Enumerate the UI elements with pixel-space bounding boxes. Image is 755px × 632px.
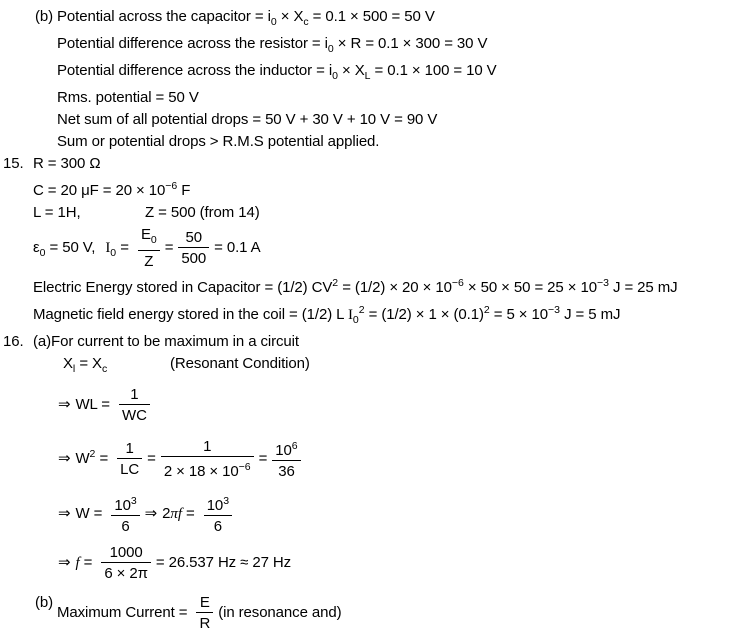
subscript: c	[303, 16, 309, 28]
superscript: −6	[451, 277, 464, 289]
item-number: 15.	[3, 155, 24, 172]
superscript: 3	[223, 495, 230, 507]
text-run: W	[75, 449, 90, 467]
text-run: Potential across the capacitor = i	[57, 8, 271, 25]
text-run-note: (Resonant Condition)	[170, 355, 310, 372]
text-run: Magnetic field energy stored in the coil = (1/2) L	[33, 306, 348, 323]
subscript: 0	[327, 43, 334, 55]
list-label-b: (b)	[35, 8, 54, 25]
line-16-resonant-condition	[0, 353, 755, 380]
line-capacitor-potential	[0, 6, 755, 33]
text-run: =	[258, 449, 268, 467]
text-run: = 0.1 × 500 = 50 V	[308, 8, 435, 25]
text-run: × R = 0.1 × 300 = 30 V	[333, 35, 488, 52]
line-15-electric-energy	[0, 272, 755, 299]
text-run: =	[116, 238, 133, 256]
text-run: WL =	[75, 395, 115, 413]
frequency-variable: f	[75, 554, 80, 571]
subscript: 0	[332, 70, 338, 82]
text-run: C = 20 μF = 20 × 10	[33, 182, 166, 199]
line-15-r	[0, 153, 755, 175]
fraction-denominator: 6	[213, 518, 222, 535]
fraction-numerator: $E_0$	[138, 226, 160, 251]
line-16-max-current	[0, 594, 755, 632]
superscript: 2	[332, 277, 339, 289]
fraction-denominator: 500	[181, 250, 207, 267]
frequency-variable: f	[177, 505, 182, 522]
fraction-denominator: WC	[122, 407, 147, 424]
text-run: Potential difference across the resistor = i	[57, 35, 328, 52]
text-run: =	[147, 449, 156, 467]
subscript: L	[364, 70, 371, 82]
fraction-1-wc	[119, 386, 150, 424]
implies-arrow: ⇒	[58, 395, 71, 413]
fraction-numerator: 1	[161, 438, 254, 457]
subscript: 0	[110, 246, 117, 259]
fraction-1-lc	[117, 440, 142, 478]
text-run: =	[181, 504, 199, 522]
fraction-50-500	[178, 229, 209, 267]
line-inductor-potential	[0, 60, 755, 87]
superscript: −6	[238, 461, 251, 473]
fraction-numerator: 1	[119, 386, 150, 405]
text-run: =	[164, 238, 174, 256]
implies-arrow: ⇒	[58, 553, 71, 571]
text-run: × X	[276, 8, 304, 25]
fraction-numerator: $10^3$	[111, 493, 139, 516]
line-net-sum	[0, 109, 755, 131]
fraction-denominator: LC	[120, 461, 140, 478]
fraction-numerator: $10^3$	[204, 493, 232, 516]
line-16-a	[0, 331, 755, 353]
line-resistor-potential	[0, 33, 755, 60]
text-run: W =	[75, 504, 107, 522]
subscript: 0	[150, 234, 157, 246]
line-16-wl	[0, 386, 755, 424]
item-number: 16.	[3, 333, 24, 350]
text-run: =	[79, 553, 97, 571]
subscript: 0	[352, 314, 359, 326]
superscript: −3	[548, 304, 560, 316]
pi-symbol: π	[170, 505, 178, 522]
line-conclusion	[0, 131, 755, 153]
line-15-magnetic-energy	[0, 299, 755, 331]
superscript: 2	[89, 447, 96, 460]
fraction-1000-6x2pi	[101, 544, 151, 582]
text-run: J = 25 mJ	[608, 279, 678, 296]
subscript: c	[101, 363, 108, 375]
text-run: = 50 V,	[45, 238, 96, 256]
text-run: J = 5 mJ	[560, 306, 621, 323]
fraction-denominator: $2 \times 18 \times 10^{-6}$	[163, 461, 251, 480]
text-run: ε	[33, 238, 40, 256]
fraction-numerator: E	[196, 594, 213, 613]
subscript: l	[72, 363, 76, 375]
line-15-c	[0, 175, 755, 202]
superscript: 6	[291, 440, 298, 452]
text-run: L = 1H,	[33, 204, 81, 221]
fraction-numerator: 1000	[101, 544, 151, 563]
fraction-1-lc-values	[161, 438, 254, 480]
text-run: = 0.1 A	[214, 238, 261, 256]
fraction-1e3-6	[111, 493, 139, 535]
text-run: = (1/2) × 20 × 10	[338, 279, 452, 296]
implies-arrow: ⇒	[58, 504, 71, 522]
text-run: × 50 × 50 = 25 × 10	[463, 279, 597, 296]
text-run: Maximum Current =	[57, 603, 192, 621]
line-15-current	[0, 226, 755, 270]
text-run: = (1/2) × 1 × (0.1)	[364, 306, 484, 323]
text-run: = 5 × 10	[489, 306, 549, 323]
superscript: 2	[358, 304, 365, 316]
fraction-numerator: 50	[178, 229, 209, 248]
text-run: =	[95, 449, 113, 467]
fraction-denominator: 6 × 2π	[104, 565, 148, 582]
fraction-e0-z	[138, 226, 160, 270]
fraction-1e6-36	[272, 438, 300, 480]
subscript: 0	[39, 246, 46, 259]
superscript: −6	[165, 180, 178, 192]
fraction-numerator: 1	[117, 440, 142, 459]
text-run: I	[105, 239, 111, 256]
implies-arrow: ⇒	[58, 449, 71, 467]
text-run: = 0.1 × 100 = 10 V	[370, 62, 497, 79]
text-run: Sum or potential drops > R.M.S potential applied.	[57, 133, 380, 150]
text-run: (in resonance and)	[218, 603, 342, 621]
line-15-lz	[0, 202, 755, 224]
line-16-frequency	[0, 544, 755, 582]
text-run: (a)For current to be maximum in a circuit	[33, 333, 299, 350]
text-run: X	[63, 355, 73, 372]
text-run: = X	[75, 355, 102, 372]
text-run: F	[177, 182, 191, 199]
line-rms-potential	[0, 87, 755, 109]
text-run: Net sum of all potential drops = 50 V + 30 V + 10 V = 90 V	[57, 111, 438, 128]
text-run-z: Z = 500 (from 14)	[145, 204, 260, 221]
superscript: 3	[130, 495, 137, 507]
subscript: 0	[270, 16, 277, 28]
line-16-w	[0, 493, 755, 535]
fraction-e-r	[196, 594, 213, 632]
fraction-denominator: 36	[278, 463, 295, 480]
superscript: 2	[483, 304, 490, 316]
fraction-denominator: R	[199, 615, 211, 632]
fraction-numerator: $10^6$	[272, 438, 300, 461]
text-run: Rms. potential = 50 V	[57, 89, 199, 106]
line-16-w-squared	[0, 438, 755, 480]
implies-arrow: ⇒	[144, 504, 158, 522]
fraction-denominator: Z	[144, 253, 154, 270]
list-label-b: (b)	[35, 594, 54, 611]
text-run: Potential difference across the inductor = i	[57, 62, 333, 79]
text-run: R = 300 Ω	[33, 155, 101, 172]
text-run: 2	[162, 504, 171, 522]
text-run: I	[347, 307, 353, 323]
fraction-denominator: 6	[121, 518, 130, 535]
text-run: × X	[337, 62, 365, 79]
text-run: = 26.537 Hz ≈ 27 Hz	[155, 553, 292, 571]
text-run: Electric Energy stored in Capacitor = (1/2) CV	[33, 279, 333, 296]
superscript: −3	[596, 277, 609, 289]
fraction-1e3-6	[204, 493, 232, 535]
